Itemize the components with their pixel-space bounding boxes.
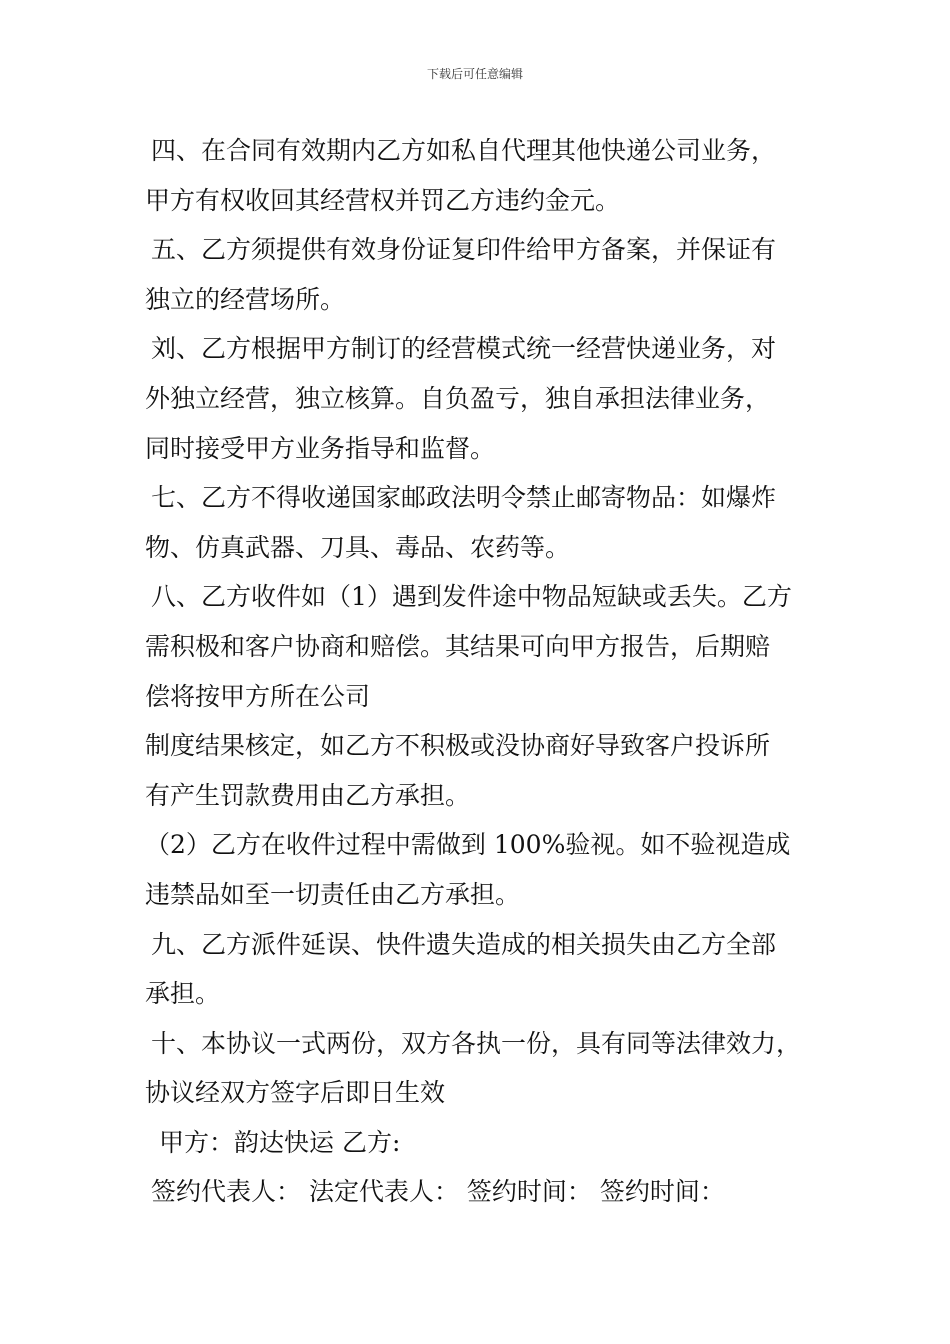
clause-7-line-1: 七、乙方不得收递国家邮政法明令禁止邮寄物品：如爆炸 <box>151 483 777 513</box>
parties-line: 甲方：韵达快运 乙方: <box>159 1127 401 1157</box>
clause-5-line-2: 独立的经营场所。 <box>145 284 346 314</box>
clause-8-line-1: 八、乙方收件如（1）遇到发件途中物品短缺或丢失。乙方 <box>151 582 792 612</box>
clause-8-line-2: 需积极和客户协商和赔偿。其结果可向甲方报告，后期赔 <box>145 631 771 661</box>
clause-4-line-1: 四、在合同有效期内乙方如私自代理其他快递公司业务， <box>151 136 777 165</box>
clause-4-line-2: 甲方有权收回其经营权并罚乙方违约金元。 <box>145 185 621 215</box>
clause-7-line-2: 物、仿真武器、刀具、毒品、农药等。 <box>145 532 571 562</box>
signature-line: 签约代表人： 法定代表人： 签约时间： 签约时间： <box>151 1177 725 1207</box>
clause-8-2-line-2: 违禁品如至一切责任由乙方承担。 <box>145 879 521 909</box>
clause-10-line-1: 十、本协议一式两份，双方各执一份，具有同等法律效力， <box>151 1028 802 1058</box>
page-header: 下载后可任意编辑 <box>426 67 523 81</box>
clause-6-line-3: 同时接受甲方业务指导和监督。 <box>145 433 496 463</box>
clause-6-line-2: 外独立经营，独立核算。自负盈亏，独自承担法律业务， <box>145 383 771 413</box>
clause-8-line-4: 制度结果核定，如乙方不积极或没协商好导致客户投诉所 <box>145 731 771 761</box>
clause-6-line-1: 刘、乙方根据甲方制订的经营模式统一经营快递业务，对 <box>151 334 777 364</box>
clause-8-line-3: 偿将按甲方所在公司 <box>145 681 371 711</box>
clause-8-line-5: 有产生罚款费用由乙方承担。 <box>145 780 471 810</box>
clause-5-line-1: 五、乙方须提供有效身份证复印件给甲方备案，并保证有 <box>151 235 777 265</box>
document-body <box>145 126 825 1217</box>
clause-8-2-line-1: （2）乙方在收件过程中需做到 100%验视。如不验视造成 <box>145 830 791 860</box>
clause-9-line-2: 承担。 <box>145 979 221 1009</box>
clause-10-line-2: 协议经双方签字后即日生效 <box>145 1078 446 1108</box>
clause-9-line-1: 九、乙方派件延误、快件遗失造成的相关损失由乙方全部 <box>151 929 777 959</box>
